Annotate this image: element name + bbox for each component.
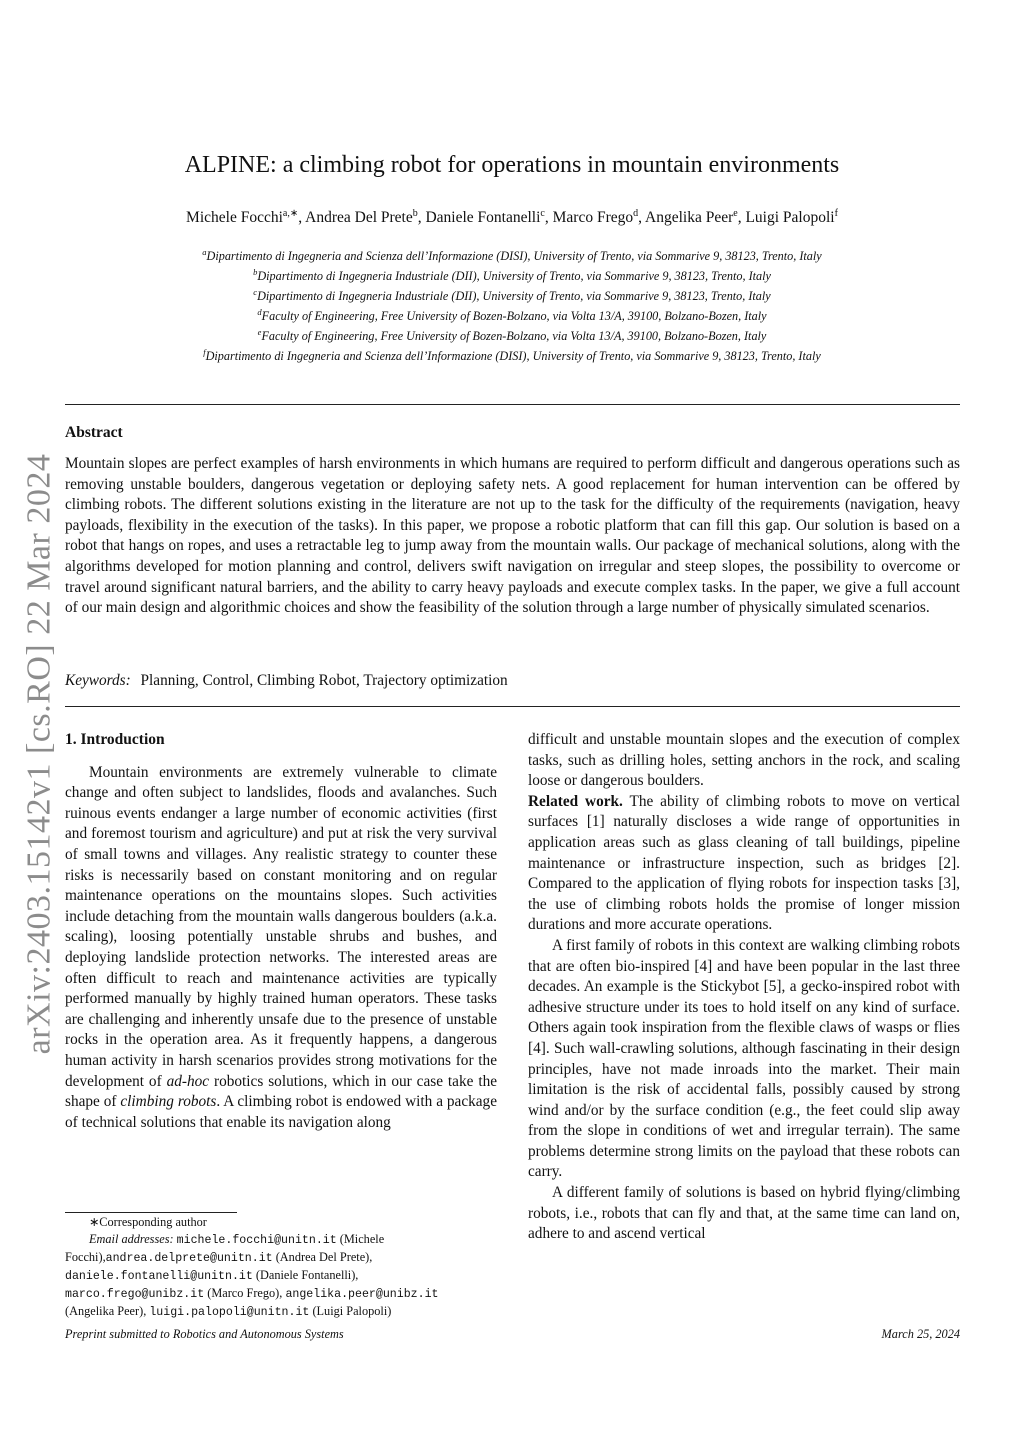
paper-title: ALPINE: a climbing robot for operations in mountain environments bbox=[184, 152, 840, 178]
email-owner: (Angelika Peer), bbox=[65, 1304, 150, 1318]
affiliation-marker: b bbox=[253, 267, 258, 278]
intro-p1-emphasis-climbing: climbing robots bbox=[120, 1093, 217, 1111]
intro-p1-part-a: Mountain environments are extremely vulnerable to climate change and often subject to landslides, floods and avalanches. Such ruinous events endanger a large number of economic activities (first and foremost tourism and agriculture) and put at risk the very survival of small towns and villages. Any realistic strategy to counter these risks is necessarily based on constant monitoring and on regular maintenance operations on the mountains slopes. Such activities include detaching from the mountain walls dangerous boulders (a.k.a. scaling), loosing potentially unstable shrubs and bushes, and deploying landslide protection networks. The interested areas are often difficult to reach and maintenance activities are typically performed manually by highly trained human operators. These tasks are challenging and inherently unsafe due to the presence of unstable rocks in the operation area. As it frequently happens, a dangerous human activity in harsh scenarios provides strong motivations for the development of bbox=[65, 763, 497, 1090]
author-name: Daniele Fontanelli bbox=[425, 209, 541, 227]
email-addresses bbox=[65, 1231, 497, 1321]
footer-journal: Preprint submitted to Robotics and Autonomous Systems bbox=[65, 1327, 344, 1341]
top-rule bbox=[65, 404, 960, 405]
email-address[interactable]: marco.frego@unibz.it bbox=[65, 1288, 205, 1301]
intro-paragraph-continued: difficult and unstable mountain slopes and the execution of complex tasks, such as drilling holes, setting anchors in the rock, and scaling loose or dangerous boulders. bbox=[528, 731, 960, 790]
abstract-heading: Abstract bbox=[65, 424, 123, 441]
email-address[interactable]: angelika.peer@unibz.it bbox=[285, 1288, 439, 1301]
affiliation-marker: d bbox=[257, 307, 262, 318]
email-address[interactable]: daniele.fontanelli@unitn.it bbox=[65, 1270, 253, 1283]
author-affiliation-marker: a,∗ bbox=[282, 208, 299, 219]
email-owner: (Andrea Del Prete), bbox=[272, 1250, 373, 1264]
related-work-label: Related work. bbox=[528, 792, 623, 810]
affiliation-text: Dipartimento di Ingegneria and Scienza dell’Informazione (DISI), University of Trento, via Sommarive 9, 38123, Trento, Italy bbox=[205, 349, 821, 364]
author-separator: , bbox=[737, 209, 746, 227]
affiliation-text: Dipartimento di Ingegneria Industriale (DII), University of Trento, via Sommarive 9, 38123, Trento, Italy bbox=[257, 289, 771, 304]
affiliation-list bbox=[0, 244, 1024, 364]
keywords bbox=[65, 672, 960, 690]
author-affiliation-marker: c bbox=[540, 208, 545, 219]
email-address[interactable]: andrea.delprete@unitn.it bbox=[105, 1252, 273, 1265]
email-address[interactable]: luigi.palopoli@unitn.it bbox=[149, 1306, 310, 1319]
author-separator: , bbox=[417, 209, 426, 227]
intro-p1-emphasis-adhoc: ad-hoc bbox=[166, 1072, 210, 1090]
author-list bbox=[0, 208, 1024, 227]
author-separator: , bbox=[298, 209, 306, 227]
affiliation-text: Faculty of Engineering, Free University of Bozen-Bolzano, via Volta 13/A, 39100, Bolzano-Bozen, Italy bbox=[261, 309, 767, 324]
intro-p1-part-b: robotics solutions, which in our case take the shape of bbox=[65, 1072, 498, 1111]
abstract-body: Mountain slopes are perfect examples of harsh environments in which humans are required to perform difficult and dangerous operations such as removing unstable boulders, dangerous vegetation or deploying safety nets. A good replacement for human intervention can be offered by climbing robots. The different solutions existing in the literature are not up to the task for the difficulty of the requirements (navigation, heavy payloads, flexibility in the execution of the tasks). In this paper, we propose a robotic platform that can fill this gap. Our solution is based on a robot that hangs on ropes, and uses a retractable leg to jump away from the mountain walls. Our package of mechanical solutions, along with the algorithms developed for motion planning and control, delivers swift navigation on irregular and steep slopes, the possibility to overcome or travel around significant natural barriers, and the ability to carry heavy payloads and execute complex tasks. In the paper, we give a full account of our main design and algorithmic choices and show the feasibility of the solution through a large number of physically simulated scenarios. bbox=[65, 455, 960, 617]
email-address[interactable]: michele.focchi@unitn.it bbox=[176, 1234, 337, 1247]
intro-paragraph-1 bbox=[65, 763, 497, 1134]
affiliation-line bbox=[0, 324, 1024, 344]
right-column bbox=[528, 730, 960, 1245]
left-column bbox=[65, 730, 497, 1133]
related-work-text: The ability of climbing robots to move on vertical surfaces [1] naturally discloses a wide range of opportunities in application areas such as glass cleaning of tall buildings, pipeline maintenance or infrastructure inspection, such as bridges [2]. Compared to the application of flying robots for inspection tasks [3], the use of climbing robots holds the promise of longer mission durations and more accurate operations. bbox=[528, 792, 960, 934]
affiliation-text: Dipartimento di Ingegneria Industriale (DII), University of Trento, via Sommarive 9, 38123, Trento, Italy bbox=[257, 269, 771, 284]
walking-robots-paragraph: A first family of robots in this context are walking climbing robots that are often bio-inspired [4] and have been popular in the last three decades. An example is the Stickybot [5], a gecko-inspired robot with adhesive structure under its toes to hold itself on any kind of surface. Others again took inspiration from the flexible claws of wasps or flies [4]. Such wall-crawling solutions, although fascinating in their design principles, have not made inroads into the market. Their main limitation is the risk of accidental falls, possibly caused by strong wind and/or by the surface condition (e.g., the feet could slip away from the slope in conditions of wet and irregular terrain). The same problems determine strong limits on the payload that these robots can carry. bbox=[528, 936, 960, 1181]
footnote bbox=[65, 1214, 497, 1321]
author-affiliation-marker: f bbox=[834, 208, 838, 219]
author-name: Angelika Peer bbox=[645, 209, 734, 227]
affiliation-marker: a bbox=[202, 247, 207, 257]
arxiv-stamp-text: arXiv:2403.15142v1 [cs.RO] 22 Mar 2024 bbox=[20, 453, 58, 1055]
author-separator: , bbox=[544, 209, 553, 227]
affiliation-line bbox=[0, 264, 1024, 284]
abstract-rule bbox=[65, 706, 960, 707]
email-label: Email addresses: bbox=[89, 1232, 174, 1246]
email-owner: (Marco Frego), bbox=[204, 1286, 286, 1300]
affiliation-marker: c bbox=[253, 287, 258, 298]
author-name: Andrea Del Prete bbox=[305, 209, 413, 227]
author-affiliation-marker: b bbox=[412, 208, 418, 219]
footnote-rule bbox=[65, 1212, 237, 1213]
email-owner: (Daniele Fontanelli), bbox=[252, 1268, 359, 1282]
email-owner: (Michele Focchi), bbox=[65, 1232, 385, 1264]
intro-p1-part-c: . A climbing robot is endowed with a package of technical solutions that enable its navigation along bbox=[65, 1093, 497, 1131]
related-work-paragraph bbox=[528, 792, 960, 936]
affiliation-line bbox=[0, 304, 1024, 324]
author-name: Michele Focchi bbox=[186, 209, 283, 227]
email-owner: (Luigi Palopoli) bbox=[309, 1304, 392, 1318]
corresponding-author-note: ∗Corresponding author bbox=[89, 1215, 207, 1229]
affiliation-text: Faculty of Engineering, Free University of Bozen-Bolzano, via Volta 13/A, 39100, Bolzano-Bozen, Italy bbox=[261, 329, 767, 344]
footer-date: March 25, 2024 bbox=[881, 1327, 960, 1341]
affiliation-line bbox=[0, 284, 1024, 304]
author-affiliation-marker: e bbox=[733, 208, 738, 219]
author-separator: , bbox=[638, 209, 646, 227]
hybrid-robots-paragraph: A different family of solutions is based on hybrid flying/climbing robots, i.e., robots that can fly and that, at the same time can land on, adhere to and ascend vertical bbox=[528, 1184, 960, 1243]
keywords-text: Planning, Control, Climbing Robot, Trajectory optimization bbox=[140, 672, 508, 689]
affiliation-text: Dipartimento di Ingegneria and Scienza dell’Informazione (DISI), University of Trento, via Sommarive 9, 38123, Trento, Italy bbox=[206, 249, 822, 264]
affiliation-line bbox=[0, 244, 1024, 264]
affiliation-line bbox=[0, 344, 1024, 364]
author-name: Marco Frego bbox=[552, 209, 634, 227]
section-heading-introduction: 1. Introduction bbox=[65, 731, 165, 748]
affiliation-marker: f bbox=[203, 347, 206, 358]
author-affiliation-marker: d bbox=[633, 208, 639, 219]
affiliation-marker: e bbox=[257, 327, 262, 338]
arxiv-stamp bbox=[18, 448, 60, 1060]
keywords-label: Keywords: bbox=[65, 672, 131, 689]
author-name: Luigi Palopoli bbox=[745, 209, 835, 227]
